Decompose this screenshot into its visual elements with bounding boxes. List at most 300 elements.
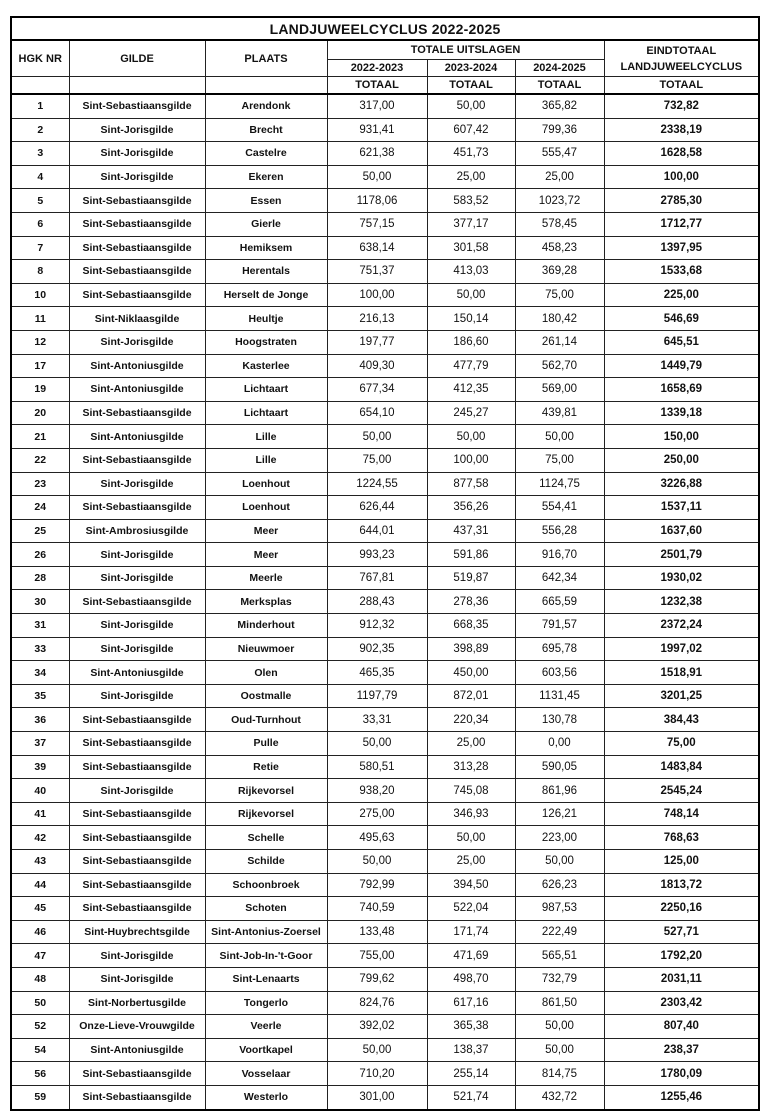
cell-eindtotaal: 3201,25 xyxy=(604,684,759,708)
cell-2024-2025: 180,42 xyxy=(515,307,604,331)
cell-2023-2024: 50,00 xyxy=(427,94,515,118)
cell-2023-2024: 522,04 xyxy=(427,897,515,921)
cell-eindtotaal: 645,51 xyxy=(604,330,759,354)
table-row xyxy=(11,991,759,1015)
cell-plaats: Lichtaart xyxy=(205,378,327,402)
header-empty-nr xyxy=(11,77,69,95)
cell-hgk-nr: 12 xyxy=(11,330,69,354)
header-totale-uitslagen: TOTALE UITSLAGEN xyxy=(327,40,604,60)
cell-gilde: Sint-Jorisgilde xyxy=(69,165,205,189)
cell-hgk-nr: 19 xyxy=(11,378,69,402)
cell-plaats: Oud-Turnhout xyxy=(205,708,327,732)
cell-2023-2024: 50,00 xyxy=(427,425,515,449)
cell-2024-2025: 626,23 xyxy=(515,873,604,897)
table-title: LANDJUWEELCYCLUS 2022-2025 xyxy=(11,17,759,40)
cell-eindtotaal: 1658,69 xyxy=(604,378,759,402)
cell-2022-2023: 621,38 xyxy=(327,142,427,166)
cell-gilde: Sint-Sebastiaansgilde xyxy=(69,189,205,213)
cell-gilde: Sint-Jorisgilde xyxy=(69,637,205,661)
cell-hgk-nr: 6 xyxy=(11,212,69,236)
table-row xyxy=(11,1062,759,1086)
cell-plaats: Herselt de Jonge xyxy=(205,283,327,307)
cell-eindtotaal: 1518,91 xyxy=(604,661,759,685)
header-totaal-y1: TOTAAL xyxy=(327,77,427,95)
cell-hgk-nr: 24 xyxy=(11,496,69,520)
cell-eindtotaal: 384,43 xyxy=(604,708,759,732)
cell-plaats: Brecht xyxy=(205,118,327,142)
cell-eindtotaal: 1813,72 xyxy=(604,873,759,897)
cell-hgk-nr: 31 xyxy=(11,614,69,638)
cell-hgk-nr: 48 xyxy=(11,967,69,991)
cell-gilde: Sint-Antoniusgilde xyxy=(69,1038,205,1062)
cell-eindtotaal: 225,00 xyxy=(604,283,759,307)
header-plaats: PLAATS xyxy=(205,40,327,77)
table-row xyxy=(11,566,759,590)
cell-gilde: Sint-Antoniusgilde xyxy=(69,661,205,685)
cell-2022-2023: 767,81 xyxy=(327,566,427,590)
cell-gilde: Sint-Sebastiaansgilde xyxy=(69,260,205,284)
cell-plaats: Rijkevorsel xyxy=(205,779,327,803)
cell-eindtotaal: 250,00 xyxy=(604,448,759,472)
table-row xyxy=(11,543,759,567)
cell-hgk-nr: 56 xyxy=(11,1062,69,1086)
table-row xyxy=(11,378,759,402)
cell-hgk-nr: 59 xyxy=(11,1085,69,1109)
table-body xyxy=(11,94,759,1110)
cell-eindtotaal: 2250,16 xyxy=(604,897,759,921)
table-row xyxy=(11,401,759,425)
cell-2023-2024: 50,00 xyxy=(427,283,515,307)
cell-plaats: Rijkevorsel xyxy=(205,802,327,826)
cell-2023-2024: 591,86 xyxy=(427,543,515,567)
cell-eindtotaal: 732,82 xyxy=(604,94,759,118)
header-year-2022-2023: 2022-2023 xyxy=(327,60,427,77)
cell-hgk-nr: 40 xyxy=(11,779,69,803)
cell-2024-2025: 75,00 xyxy=(515,283,604,307)
table-row xyxy=(11,920,759,944)
cell-2023-2024: 100,00 xyxy=(427,448,515,472)
cell-2024-2025: 791,57 xyxy=(515,614,604,638)
cell-2022-2023: 757,15 xyxy=(327,212,427,236)
cell-plaats: Gierle xyxy=(205,212,327,236)
cell-eindtotaal: 100,00 xyxy=(604,165,759,189)
cell-hgk-nr: 17 xyxy=(11,354,69,378)
cell-eindtotaal: 1792,20 xyxy=(604,944,759,968)
cell-plaats: Oostmalle xyxy=(205,684,327,708)
cell-plaats: Lille xyxy=(205,448,327,472)
cell-gilde: Sint-Jorisgilde xyxy=(69,614,205,638)
cell-hgk-nr: 7 xyxy=(11,236,69,260)
cell-gilde: Sint-Jorisgilde xyxy=(69,967,205,991)
cell-2022-2023: 409,30 xyxy=(327,354,427,378)
cell-hgk-nr: 47 xyxy=(11,944,69,968)
cell-eindtotaal: 807,40 xyxy=(604,1015,759,1039)
cell-plaats: Hoogstraten xyxy=(205,330,327,354)
cell-plaats: Herentals xyxy=(205,260,327,284)
table-row xyxy=(11,118,759,142)
cell-2024-2025: 50,00 xyxy=(515,1015,604,1039)
cell-eindtotaal: 2501,79 xyxy=(604,543,759,567)
cell-eindtotaal: 546,69 xyxy=(604,307,759,331)
cell-gilde: Sint-Antoniusgilde xyxy=(69,354,205,378)
cell-eindtotaal: 1339,18 xyxy=(604,401,759,425)
cell-hgk-nr: 44 xyxy=(11,873,69,897)
cell-plaats: Meer xyxy=(205,519,327,543)
cell-2022-2023: 1224,55 xyxy=(327,472,427,496)
cell-hgk-nr: 37 xyxy=(11,732,69,756)
cell-eindtotaal: 1397,95 xyxy=(604,236,759,260)
cell-2024-2025: 130,78 xyxy=(515,708,604,732)
cell-gilde: Sint-Jorisgilde xyxy=(69,142,205,166)
cell-2022-2023: 654,10 xyxy=(327,401,427,425)
cell-2023-2024: 668,35 xyxy=(427,614,515,638)
cell-gilde: Sint-Ambrosiusgilde xyxy=(69,519,205,543)
cell-gilde: Sint-Huybrechtsgilde xyxy=(69,920,205,944)
cell-hgk-nr: 10 xyxy=(11,283,69,307)
cell-plaats: Schoten xyxy=(205,897,327,921)
cell-2022-2023: 677,34 xyxy=(327,378,427,402)
cell-plaats: Meer xyxy=(205,543,327,567)
table-row xyxy=(11,472,759,496)
cell-2022-2023: 824,76 xyxy=(327,991,427,1015)
table-row xyxy=(11,873,759,897)
table-row xyxy=(11,1038,759,1062)
cell-hgk-nr: 35 xyxy=(11,684,69,708)
cell-2022-2023: 33,31 xyxy=(327,708,427,732)
cell-plaats: Sint-Job-In-'t-Goor xyxy=(205,944,327,968)
cell-hgk-nr: 39 xyxy=(11,755,69,779)
cell-2023-2024: 412,35 xyxy=(427,378,515,402)
cell-2023-2024: 877,58 xyxy=(427,472,515,496)
table-row xyxy=(11,661,759,685)
cell-plaats: Ekeren xyxy=(205,165,327,189)
cell-2022-2023: 644,01 xyxy=(327,519,427,543)
cell-2022-2023: 902,35 xyxy=(327,637,427,661)
cell-2023-2024: 245,27 xyxy=(427,401,515,425)
header-year-2023-2024: 2023-2024 xyxy=(427,60,515,77)
cell-gilde: Sint-Jorisgilde xyxy=(69,330,205,354)
cell-plaats: Voortkapel xyxy=(205,1038,327,1062)
cell-hgk-nr: 20 xyxy=(11,401,69,425)
cell-2023-2024: 25,00 xyxy=(427,165,515,189)
header-eindtotaal-line1: EINDTOTAAL xyxy=(646,44,717,57)
cell-2022-2023: 938,20 xyxy=(327,779,427,803)
cell-2024-2025: 555,47 xyxy=(515,142,604,166)
cell-gilde: Sint-Sebastiaansgilde xyxy=(69,94,205,118)
table-row xyxy=(11,94,759,118)
cell-2024-2025: 1023,72 xyxy=(515,189,604,213)
cell-2024-2025: 695,78 xyxy=(515,637,604,661)
table-row xyxy=(11,283,759,307)
header-totaal-y2: TOTAAL xyxy=(427,77,515,95)
cell-plaats: Hemiksem xyxy=(205,236,327,260)
cell-gilde: Sint-Jorisgilde xyxy=(69,684,205,708)
cell-2022-2023: 638,14 xyxy=(327,236,427,260)
cell-plaats: Nieuwmoer xyxy=(205,637,327,661)
cell-gilde: Sint-Sebastiaansgilde xyxy=(69,212,205,236)
cell-gilde: Sint-Sebastiaansgilde xyxy=(69,708,205,732)
cell-2023-2024: 186,60 xyxy=(427,330,515,354)
header-empty-gilde xyxy=(69,77,205,95)
cell-hgk-nr: 28 xyxy=(11,566,69,590)
cell-plaats: Vosselaar xyxy=(205,1062,327,1086)
cell-2024-2025: 75,00 xyxy=(515,448,604,472)
cell-gilde: Sint-Sebastiaansgilde xyxy=(69,1062,205,1086)
cell-plaats: Heultje xyxy=(205,307,327,331)
cell-2023-2024: 255,14 xyxy=(427,1062,515,1086)
table-row xyxy=(11,850,759,874)
cell-eindtotaal: 1537,11 xyxy=(604,496,759,520)
cell-2024-2025: 987,53 xyxy=(515,897,604,921)
cell-2022-2023: 133,48 xyxy=(327,920,427,944)
cell-2022-2023: 710,20 xyxy=(327,1062,427,1086)
cell-2023-2024: 583,52 xyxy=(427,189,515,213)
header-totaal-eind: TOTAAL xyxy=(604,77,759,95)
cell-2024-2025: 861,96 xyxy=(515,779,604,803)
cell-hgk-nr: 50 xyxy=(11,991,69,1015)
cell-hgk-nr: 21 xyxy=(11,425,69,449)
table-row xyxy=(11,165,759,189)
cell-2024-2025: 916,70 xyxy=(515,543,604,567)
cell-2023-2024: 346,93 xyxy=(427,802,515,826)
cell-eindtotaal: 75,00 xyxy=(604,732,759,756)
cell-2022-2023: 1197,79 xyxy=(327,684,427,708)
cell-2024-2025: 0,00 xyxy=(515,732,604,756)
cell-eindtotaal: 2338,19 xyxy=(604,118,759,142)
cell-2024-2025: 261,14 xyxy=(515,330,604,354)
table-row xyxy=(11,519,759,543)
table-row xyxy=(11,967,759,991)
cell-2022-2023: 993,23 xyxy=(327,543,427,567)
table-row xyxy=(11,944,759,968)
cell-2023-2024: 450,00 xyxy=(427,661,515,685)
cell-hgk-nr: 43 xyxy=(11,850,69,874)
cell-2022-2023: 50,00 xyxy=(327,850,427,874)
cell-2024-2025: 814,75 xyxy=(515,1062,604,1086)
table-row xyxy=(11,637,759,661)
results-table xyxy=(10,16,760,1111)
cell-eindtotaal: 2303,42 xyxy=(604,991,759,1015)
cell-2024-2025: 861,50 xyxy=(515,991,604,1015)
table-row xyxy=(11,755,759,779)
cell-eindtotaal: 3226,88 xyxy=(604,472,759,496)
cell-2022-2023: 288,43 xyxy=(327,590,427,614)
cell-2024-2025: 562,70 xyxy=(515,354,604,378)
cell-gilde: Sint-Sebastiaansgilde xyxy=(69,850,205,874)
cell-hgk-nr: 42 xyxy=(11,826,69,850)
cell-2024-2025: 369,28 xyxy=(515,260,604,284)
cell-gilde: Sint-Sebastiaansgilde xyxy=(69,826,205,850)
cell-2022-2023: 216,13 xyxy=(327,307,427,331)
cell-eindtotaal: 1712,77 xyxy=(604,212,759,236)
cell-2022-2023: 392,02 xyxy=(327,1015,427,1039)
cell-2023-2024: 437,31 xyxy=(427,519,515,543)
cell-2022-2023: 580,51 xyxy=(327,755,427,779)
cell-hgk-nr: 33 xyxy=(11,637,69,661)
cell-hgk-nr: 45 xyxy=(11,897,69,921)
cell-eindtotaal: 2545,24 xyxy=(604,779,759,803)
cell-plaats: Kasterlee xyxy=(205,354,327,378)
cell-plaats: Veerle xyxy=(205,1015,327,1039)
cell-2023-2024: 477,79 xyxy=(427,354,515,378)
cell-2022-2023: 50,00 xyxy=(327,165,427,189)
cell-2024-2025: 590,05 xyxy=(515,755,604,779)
cell-eindtotaal: 1533,68 xyxy=(604,260,759,284)
cell-2023-2024: 25,00 xyxy=(427,732,515,756)
cell-2023-2024: 220,34 xyxy=(427,708,515,732)
table-row xyxy=(11,212,759,236)
cell-gilde: Sint-Sebastiaansgilde xyxy=(69,401,205,425)
cell-gilde: Sint-Norbertusgilde xyxy=(69,991,205,1015)
cell-gilde: Sint-Sebastiaansgilde xyxy=(69,802,205,826)
cell-gilde: Sint-Sebastiaansgilde xyxy=(69,496,205,520)
table-row xyxy=(11,1015,759,1039)
cell-gilde: Sint-Antoniusgilde xyxy=(69,378,205,402)
table-row xyxy=(11,448,759,472)
cell-hgk-nr: 26 xyxy=(11,543,69,567)
cell-eindtotaal: 125,00 xyxy=(604,850,759,874)
cell-plaats: Olen xyxy=(205,661,327,685)
table-row xyxy=(11,779,759,803)
cell-gilde: Sint-Sebastiaansgilde xyxy=(69,897,205,921)
cell-2022-2023: 275,00 xyxy=(327,802,427,826)
cell-hgk-nr: 11 xyxy=(11,307,69,331)
cell-2023-2024: 313,28 xyxy=(427,755,515,779)
cell-2022-2023: 50,00 xyxy=(327,1038,427,1062)
cell-eindtotaal: 1637,60 xyxy=(604,519,759,543)
cell-2024-2025: 222,49 xyxy=(515,920,604,944)
cell-2024-2025: 1131,45 xyxy=(515,684,604,708)
cell-hgk-nr: 8 xyxy=(11,260,69,284)
cell-2024-2025: 50,00 xyxy=(515,425,604,449)
cell-2024-2025: 223,00 xyxy=(515,826,604,850)
cell-2022-2023: 792,99 xyxy=(327,873,427,897)
cell-2023-2024: 171,74 xyxy=(427,920,515,944)
cell-plaats: Sint-Antonius-Zoersel xyxy=(205,920,327,944)
cell-plaats: Meerle xyxy=(205,566,327,590)
cell-gilde: Sint-Jorisgilde xyxy=(69,944,205,968)
table-row xyxy=(11,1085,759,1109)
cell-plaats: Arendonk xyxy=(205,94,327,118)
cell-2022-2023: 50,00 xyxy=(327,732,427,756)
cell-2024-2025: 799,36 xyxy=(515,118,604,142)
cell-eindtotaal: 2372,24 xyxy=(604,614,759,638)
cell-2024-2025: 365,82 xyxy=(515,94,604,118)
header-totaal-y3: TOTAAL xyxy=(515,77,604,95)
cell-2022-2023: 751,37 xyxy=(327,260,427,284)
cell-eindtotaal: 1780,09 xyxy=(604,1062,759,1086)
table-row xyxy=(11,425,759,449)
cell-2024-2025: 554,41 xyxy=(515,496,604,520)
cell-2024-2025: 665,59 xyxy=(515,590,604,614)
cell-hgk-nr: 5 xyxy=(11,189,69,213)
cell-eindtotaal: 1930,02 xyxy=(604,566,759,590)
cell-eindtotaal: 527,71 xyxy=(604,920,759,944)
table-row xyxy=(11,189,759,213)
cell-2022-2023: 1178,06 xyxy=(327,189,427,213)
table-row xyxy=(11,590,759,614)
cell-2023-2024: 356,26 xyxy=(427,496,515,520)
cell-gilde: Sint-Sebastiaansgilde xyxy=(69,448,205,472)
cell-2024-2025: 565,51 xyxy=(515,944,604,968)
cell-plaats: Retie xyxy=(205,755,327,779)
cell-eindtotaal: 238,37 xyxy=(604,1038,759,1062)
cell-2023-2024: 365,38 xyxy=(427,1015,515,1039)
cell-2022-2023: 912,32 xyxy=(327,614,427,638)
cell-2022-2023: 931,41 xyxy=(327,118,427,142)
table-row xyxy=(11,307,759,331)
cell-plaats: Loenhout xyxy=(205,496,327,520)
cell-2023-2024: 301,58 xyxy=(427,236,515,260)
cell-hgk-nr: 2 xyxy=(11,118,69,142)
cell-2022-2023: 75,00 xyxy=(327,448,427,472)
cell-2023-2024: 413,03 xyxy=(427,260,515,284)
cell-2024-2025: 439,81 xyxy=(515,401,604,425)
cell-2024-2025: 578,45 xyxy=(515,212,604,236)
cell-hgk-nr: 46 xyxy=(11,920,69,944)
cell-2023-2024: 872,01 xyxy=(427,684,515,708)
cell-gilde: Sint-Sebastiaansgilde xyxy=(69,283,205,307)
cell-gilde: Onze-Lieve-Vrouwgilde xyxy=(69,1015,205,1039)
cell-2024-2025: 458,23 xyxy=(515,236,604,260)
cell-2022-2023: 465,35 xyxy=(327,661,427,685)
cell-gilde: Sint-Sebastiaansgilde xyxy=(69,873,205,897)
cell-eindtotaal: 1449,79 xyxy=(604,354,759,378)
cell-plaats: Schelle xyxy=(205,826,327,850)
cell-gilde: Sint-Jorisgilde xyxy=(69,779,205,803)
cell-2024-2025: 569,00 xyxy=(515,378,604,402)
cell-plaats: Lille xyxy=(205,425,327,449)
cell-hgk-nr: 23 xyxy=(11,472,69,496)
table-row xyxy=(11,614,759,638)
cell-2022-2023: 755,00 xyxy=(327,944,427,968)
header-year-2024-2025: 2024-2025 xyxy=(515,60,604,77)
cell-gilde: Sint-Sebastiaansgilde xyxy=(69,1085,205,1109)
cell-2024-2025: 556,28 xyxy=(515,519,604,543)
header-hgk-nr: HGK NR xyxy=(11,40,69,77)
table-row xyxy=(11,236,759,260)
cell-plaats: Castelre xyxy=(205,142,327,166)
cell-2024-2025: 603,56 xyxy=(515,661,604,685)
table-row xyxy=(11,708,759,732)
cell-hgk-nr: 54 xyxy=(11,1038,69,1062)
cell-plaats: Schoonbroek xyxy=(205,873,327,897)
cell-2023-2024: 377,17 xyxy=(427,212,515,236)
header-eindtotaal xyxy=(604,40,759,77)
cell-eindtotaal: 2031,11 xyxy=(604,967,759,991)
cell-eindtotaal: 748,14 xyxy=(604,802,759,826)
cell-2022-2023: 495,63 xyxy=(327,826,427,850)
cell-gilde: Sint-Jorisgilde xyxy=(69,118,205,142)
cell-plaats: Tongerlo xyxy=(205,991,327,1015)
cell-2023-2024: 519,87 xyxy=(427,566,515,590)
cell-plaats: Westerlo xyxy=(205,1085,327,1109)
cell-2024-2025: 432,72 xyxy=(515,1085,604,1109)
table-row xyxy=(11,142,759,166)
cell-2022-2023: 799,62 xyxy=(327,967,427,991)
header-gilde: GILDE xyxy=(69,40,205,77)
cell-plaats: Essen xyxy=(205,189,327,213)
cell-2023-2024: 50,00 xyxy=(427,826,515,850)
table-row xyxy=(11,684,759,708)
header-eindtotaal-line2: LANDJUWEELCYCLUS xyxy=(620,60,743,73)
table-row xyxy=(11,732,759,756)
cell-2023-2024: 150,14 xyxy=(427,307,515,331)
cell-gilde: Sint-Sebastiaansgilde xyxy=(69,236,205,260)
cell-2022-2023: 301,00 xyxy=(327,1085,427,1109)
cell-eindtotaal: 1483,84 xyxy=(604,755,759,779)
cell-2023-2024: 451,73 xyxy=(427,142,515,166)
